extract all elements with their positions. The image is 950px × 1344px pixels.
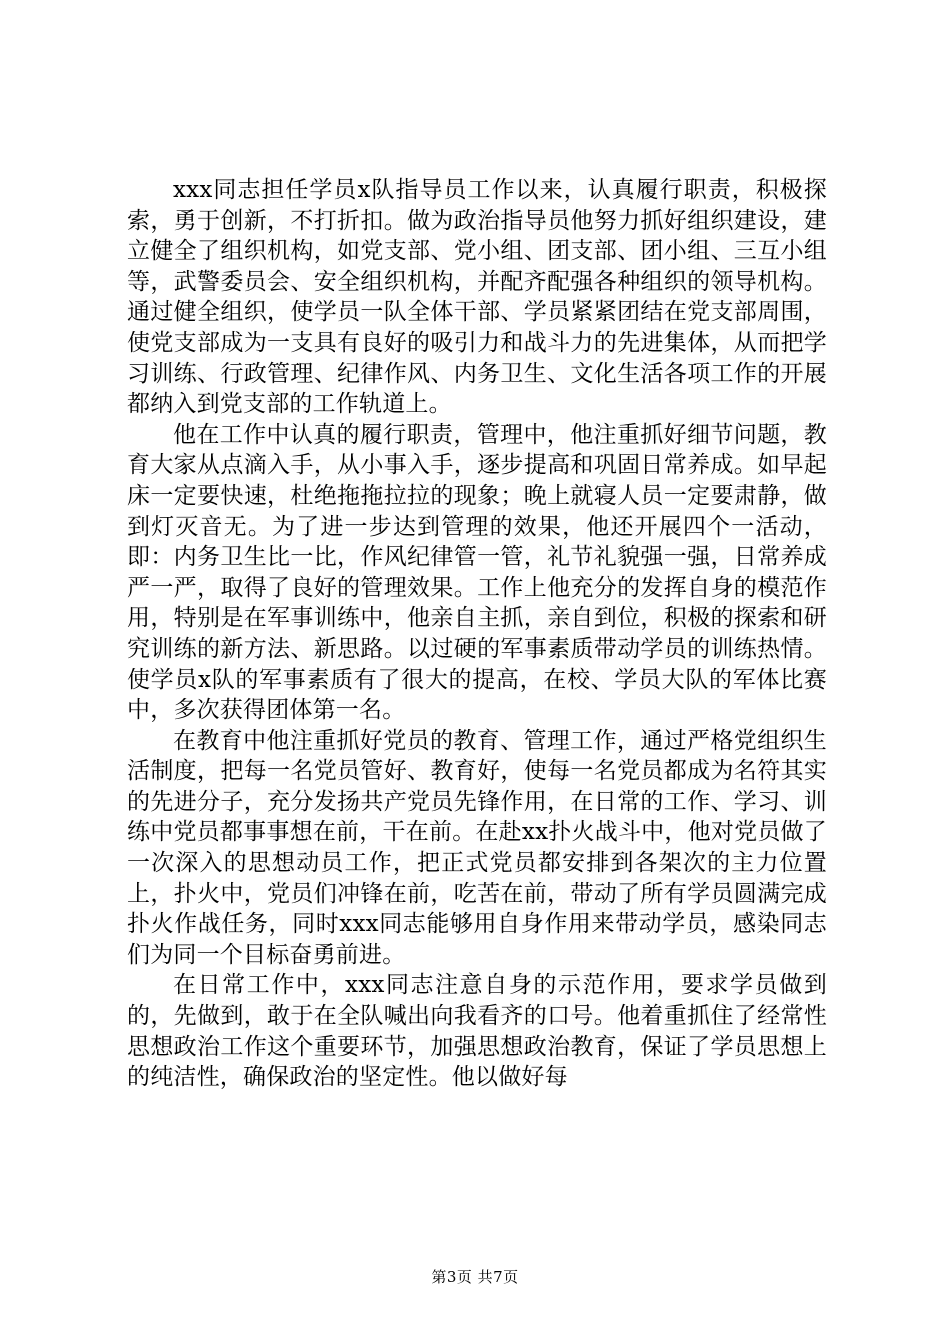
paragraph-1: xxx同志担任学员x队指导员工作以来，认真履行职责，积极探索，勇于创新，不打折扣。做为政治指导员他努力抓好组织建设，建立健全了组织机构，如党支部、党小组、团支部、团小组、三互小组等，武警委员会、安全组织机构，并配齐配强各种组织的领导机构。通过健全组织，使学员一队全体干部、学员紧紧团结在党支部周围，使党支部成为一支具有良好的吸引力和战斗力的先进集体，从而把学习训练、行政管理、纪律作风、内务卫生、文化生活各项工作的开展都纳入到党支部的工作轨道上。 xyxy=(127,177,827,418)
paragraph-3: 在教育中他注重抓好党员的教育、管理工作，通过严格党组织生活制度，把每一名党员管好、教育好，使每一名党员都成为名符其实的先进分子，充分发扬共产党员先锋作用，在日常的工作、学习、训练中党员都事事想在前，干在前。在赴xx扑火战斗中，他对党员做了一次深入的思想动员工作，把正式党员都安排到各架次的主力位置上，扑火中，党员们冲锋在前，吃苦在前，带动了所有学员圆满完成扑火作战任务，同时xxx同志能够用自身作用来带动学员，感染同志们为同一个目标奋勇前进。 xyxy=(127,727,827,968)
page-number-footer: 第3页 共7页 xyxy=(431,1268,519,1286)
document-body xyxy=(127,175,827,1093)
paragraph-2: 他在工作中认真的履行职责，管理中，他注重抓好细节问题，教育大家从点滴入手，从小事入手，逐步提高和巩固日常养成。如早起床一定要快速，杜绝拖拖拉拉的现象；晚上就寝人员一定要肃静，做到灯灭音无。为了进一步达到管理的效果，他还开展四个一活动，即：内务卫生比一比，作风纪律管一管，礼节礼貌强一强，日常养成严一严，取得了良好的管理效果。工作上他充分的发挥自身的模范作用，特别是在军事训练中，他亲自主抓，亲自到位，积极的探索和研究训练的新方法、新思路。以过硬的军事素质带动学员的训练热情。使学员x队的军事素质有了很大的提高，在校、学员大队的军体比赛中，多次获得团体第一名。 xyxy=(127,421,827,724)
paragraph-4: 在日常工作中，xxx同志注意自身的示范作用，要求学员做到的，先做到，敢于在全队喊出向我看齐的口号。他着重抓住了经常性思想政治工作这个重要环节，加强思想政治教育，保证了学员思想上的纯洁性，确保政治的坚定性。他以做好每 xyxy=(127,972,827,1091)
